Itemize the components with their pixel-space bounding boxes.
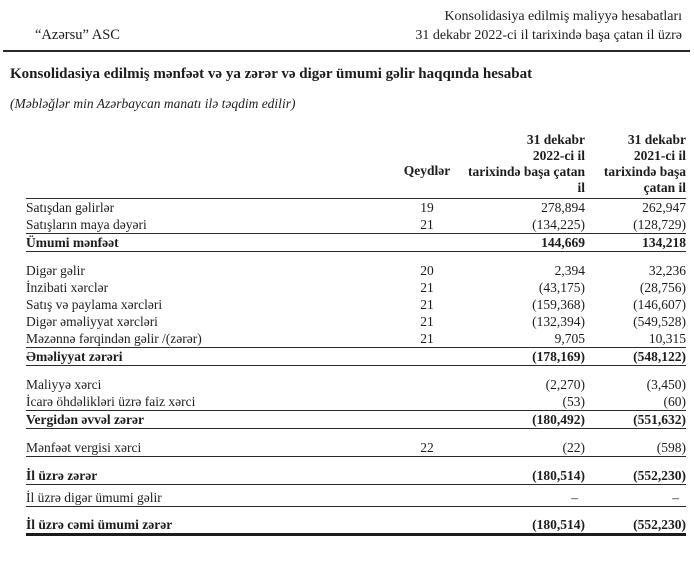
row-note: 21 [420,297,434,312]
row-note [394,393,460,411]
row-label: Məzənnə fərqindən gəlir /(zərər) [26,330,394,348]
row-value-2022: (134,225) [460,216,585,234]
row-note [394,376,460,393]
notes-column-header: Qeydlər [394,132,460,199]
row-note: 22 [394,439,460,457]
column-header-line: 2022-ci il [532,148,585,163]
spacer-row [26,366,686,377]
table-row-other-income [26,262,686,279]
row-value-2022: (22) [460,439,585,457]
spacer-row [26,457,686,468]
table-row-other-comprehensive-income [26,485,686,507]
dash-value: – [571,490,578,505]
table-row-admin-expenses [26,279,686,296]
table-row-loss-for-year [26,467,686,485]
table-row-income-tax [26,439,686,457]
row-value-2021: (552,230) [585,512,686,535]
row-note [394,512,460,535]
row-note [394,348,460,366]
row-value-2021: (551,632) [585,411,686,429]
table-row-lease-interest [26,393,686,411]
table-row-cost-of-sales [26,216,686,234]
column-header-line: il [577,180,585,195]
row-note [394,467,460,485]
row-label: İnzibati xərclər [26,280,109,295]
row-label: Satışdan gəlirlər [26,200,115,215]
table-row-loss-before-tax [26,411,686,429]
row-value-2021: (60) [585,393,686,411]
report-header-line1: Konsolidasiya edilmiş maliyyə hesabatları [444,9,682,24]
row-label: Mənfəət vergisi xərci [26,439,394,457]
row-label: Vergidən əvvəl zərər [26,411,394,429]
row-label: İl üzrə cəmi ümumi zərər [26,512,394,535]
row-value-2021: (549,528) [633,314,686,329]
table-row-fx-gain-loss [26,330,686,348]
report-title: Konsolidasiya edilmiş mənfəət və ya zərər və digər ümumi gəlir haqqında hesabat [10,66,533,82]
row-value-2022: (43,175) [538,280,585,295]
table-row-total-comprehensive-loss [26,512,686,535]
empty-header-cell [26,132,394,199]
row-value-2022: (2,270) [545,377,585,392]
row-value-2021: (552,230) [585,467,686,485]
row-value-2021: (3,450) [646,377,686,392]
column-header-line: 31 dekabr [526,132,585,147]
row-value-2022: 2,394 [554,263,585,278]
row-value-2022: (178,169) [460,348,585,366]
table-row-other-operating-expenses [26,313,686,330]
row-label: Satış və paylama xərcləri [26,297,163,312]
table-row-finance-cost [26,376,686,393]
row-note: 21 [420,314,434,329]
row-note: 20 [420,263,434,278]
row-label: Ümumi mənfəət [26,234,394,252]
row-label: Digər əməliyyat xərcləri [26,314,158,329]
dash-value: – [672,490,679,505]
column-header-line: tarixində başa çatan [467,164,585,179]
report-header-right [415,7,682,45]
row-note: 21 [420,280,434,295]
row-note: 21 [394,330,460,348]
row-label: Maliyyə xərci [26,377,102,392]
row-value-2022: 9,705 [460,330,585,348]
table-row-gross-profit [26,234,686,252]
spacer-row [26,429,686,440]
row-value-2021: (128,729) [585,216,686,234]
row-value-2022: (180,514) [460,512,585,535]
header-divider [3,50,690,52]
company-name: “Azərsu” ASC [35,27,120,43]
row-value-2022 [460,485,585,507]
column-header-line: 2021-ci il [633,148,686,163]
row-value-2022: (180,492) [460,411,585,429]
report-header-line2: 31 dekabr 2022-ci il tarixində başa çatan il üzrə [415,28,682,43]
row-note [394,234,460,252]
column-header-line: 31 dekabr [627,132,686,147]
row-value-2022: 278,894 [541,200,585,215]
row-value-2022: (53) [460,393,585,411]
row-label: İl üzrə zərər [26,467,394,485]
column-header-2022 [460,132,585,199]
column-header-line: çatan il [643,180,686,195]
row-value-2021: 10,315 [585,330,686,348]
row-note: 19 [420,200,434,215]
row-label: İl üzrə digər ümumi gəlir [26,485,394,507]
column-header-2021 [585,132,686,199]
row-label: Satışların maya dəyəri [26,216,394,234]
row-label: Əməliyyat zərəri [26,348,394,366]
row-value-2021 [585,485,686,507]
row-value-2021: (598) [585,439,686,457]
row-value-2022: 144,669 [460,234,585,252]
row-value-2022: (132,394) [532,314,585,329]
row-value-2021: (146,607) [633,297,686,312]
units-note: (Məbləğlər min Azərbaycan manatı ilə təqdim edilir) [10,96,296,111]
row-label: Digər gəlir [26,263,85,278]
table-row-selling-distribution [26,296,686,313]
column-header-line: tarixində başa [603,164,686,179]
row-value-2022: (159,368) [532,297,585,312]
document-header [0,0,694,45]
row-value-2021: (28,756) [639,280,686,295]
table-row-revenue [26,199,686,217]
row-value-2021: 32,236 [648,263,686,278]
row-label: İcarə öhdəlikləri üzrə faiz xərci [26,393,394,411]
table-row-operating-loss [26,348,686,366]
table-header-row [26,132,686,199]
spacer-row [26,252,686,263]
row-value-2021: (548,122) [585,348,686,366]
row-note [394,485,460,507]
row-note: 21 [394,216,460,234]
income-statement-table [26,132,686,536]
row-note [394,411,460,429]
row-value-2021: 134,218 [585,234,686,252]
row-value-2022: (180,514) [460,467,585,485]
row-value-2021: 262,947 [642,200,686,215]
